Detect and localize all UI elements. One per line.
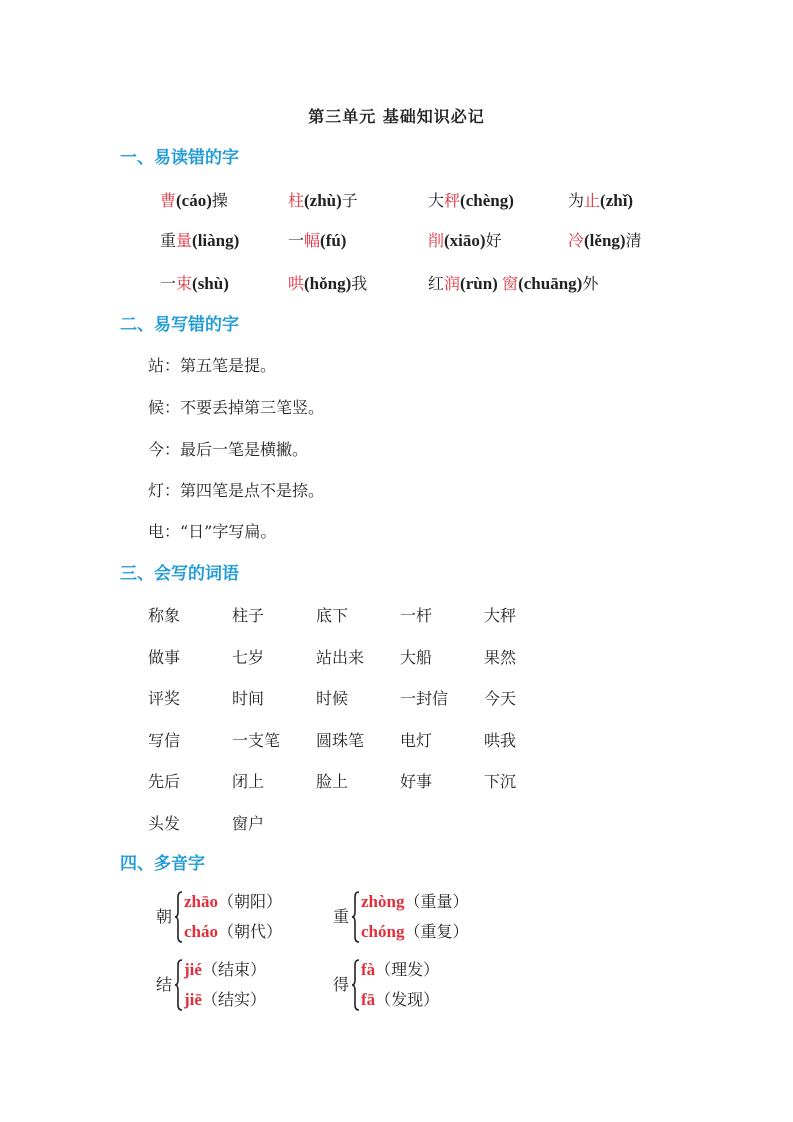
brace-icon: [352, 891, 360, 943]
pinyin: (shù): [192, 274, 229, 293]
misread-item: [428, 274, 598, 294]
pinyin: (rùn): [460, 274, 503, 293]
section-heading-4: 四、多音字: [120, 854, 205, 874]
word-item: 评奖: [148, 689, 181, 708]
stroke-note: 今：最后一笔是横撇。: [148, 440, 309, 459]
word-item: 哄我: [484, 731, 517, 750]
pinyin: jiē: [184, 990, 202, 1009]
polyphone-char: 结: [156, 975, 173, 994]
page-title: 第三单元 基础知识必记: [308, 107, 485, 126]
pinyin: fà: [361, 960, 376, 979]
pinyin: (chèng): [460, 191, 514, 210]
example-word: （重量）: [404, 892, 469, 911]
pinyin: zhāo: [184, 892, 218, 911]
character: 秤: [444, 191, 461, 210]
character: 窗: [502, 274, 519, 293]
pinyin: (chuāng): [518, 274, 583, 293]
section-heading-1: 一、易读错的字: [120, 148, 239, 168]
pinyin: chóng: [361, 922, 405, 941]
example-word: （发现）: [375, 990, 440, 1009]
word-item: 一封信: [400, 689, 449, 708]
pinyin: (xiāo): [444, 231, 486, 250]
word-item: 时候: [316, 689, 349, 708]
pinyin: (cáo): [176, 191, 212, 210]
misread-item: [568, 231, 642, 251]
reading: [361, 922, 468, 942]
pinyin: cháo: [184, 922, 218, 941]
word-item: 称象: [148, 606, 181, 625]
reading: [184, 960, 266, 980]
word-item: 一杆: [400, 606, 433, 625]
example-word: （理发）: [375, 960, 440, 979]
word-item: 好事: [400, 772, 433, 791]
character: 好: [485, 231, 502, 250]
word-item: 下沉: [484, 772, 517, 791]
reading: [361, 960, 439, 980]
reading: [361, 990, 439, 1010]
character: 曹: [160, 191, 177, 210]
character: 操: [211, 191, 228, 210]
word-item: 写信: [148, 731, 181, 750]
example-word: （朝阳）: [218, 892, 283, 911]
misread-item: [160, 191, 228, 211]
stroke-note: 候：不要丢掉第三笔竖。: [148, 398, 325, 417]
pinyin: (hǒng): [304, 274, 352, 293]
word-item: 果然: [484, 648, 517, 667]
word-item: 电灯: [400, 731, 433, 750]
word-item: 底下: [316, 606, 349, 625]
character: 子: [341, 191, 358, 210]
section-heading-2: 二、易写错的字: [120, 315, 239, 335]
character: 我: [351, 274, 368, 293]
section-heading-3: 三、会写的词语: [120, 564, 239, 584]
character: 红: [428, 274, 445, 293]
polyphone-char: 重: [333, 907, 350, 926]
word-item: 做事: [148, 648, 181, 667]
character: 冷: [568, 231, 585, 250]
pinyin: jié: [184, 960, 202, 979]
character: 幅: [304, 231, 321, 250]
character: 清: [625, 231, 642, 250]
misread-item: [428, 191, 514, 211]
brace-icon: [352, 959, 360, 1011]
character: 止: [584, 191, 601, 210]
example-word: （结束）: [201, 960, 266, 979]
misread-item: [160, 231, 239, 251]
character: 大: [428, 191, 445, 210]
word-item: 大秤: [484, 606, 517, 625]
word-item: 站出来: [316, 648, 365, 667]
misread-item: [160, 274, 229, 294]
example-word: （重复）: [404, 922, 469, 941]
pinyin: (liàng): [192, 231, 240, 250]
pinyin: (fú): [320, 231, 347, 250]
word-item: 一支笔: [232, 731, 281, 750]
word-item: 七岁: [232, 648, 265, 667]
character: 为: [568, 191, 585, 210]
character: 外: [582, 274, 599, 293]
polyphone-char: 朝: [156, 907, 173, 926]
pinyin: (zhǐ): [600, 191, 634, 210]
character: 束: [176, 274, 193, 293]
pinyin: (zhù): [304, 191, 342, 210]
word-item: 窗户: [232, 814, 265, 833]
character: 一: [160, 274, 177, 293]
reading: [184, 892, 282, 912]
brace-icon: [175, 959, 183, 1011]
character: 哄: [288, 274, 305, 293]
misread-item: [288, 191, 358, 211]
misread-item: [568, 191, 633, 211]
word-item: 头发: [148, 814, 181, 833]
word-item: 脸上: [316, 772, 349, 791]
word-item: 时间: [232, 689, 265, 708]
misread-item: [288, 231, 346, 251]
pinyin: (lěng): [584, 231, 626, 250]
word-item: 柱子: [232, 606, 265, 625]
character: 润: [444, 274, 461, 293]
stroke-note: 电：“日”字写扁。: [148, 522, 277, 541]
example-word: （结实）: [201, 990, 266, 1009]
character: 量: [176, 231, 193, 250]
character: 重: [160, 231, 177, 250]
example-word: （朝代）: [218, 922, 283, 941]
stroke-note: 灯：第四笔是点不是捺。: [148, 481, 325, 500]
pinyin: zhòng: [361, 892, 405, 911]
word-item: 大船: [400, 648, 433, 667]
word-item: 先后: [148, 772, 181, 791]
word-item: 今天: [484, 689, 517, 708]
stroke-note: 站：第五笔是提。: [148, 356, 277, 375]
reading: [184, 990, 266, 1010]
reading: [184, 922, 282, 942]
word-item: 圆珠笔: [316, 731, 365, 750]
brace-icon: [175, 891, 183, 943]
character: 削: [428, 231, 445, 250]
misread-item: [428, 231, 502, 251]
reading: [361, 892, 468, 912]
character: 柱: [288, 191, 305, 210]
character: 一: [288, 231, 305, 250]
misread-item: [288, 274, 367, 294]
word-item: 闭上: [232, 772, 265, 791]
pinyin: fā: [361, 990, 376, 1009]
polyphone-char: 得: [333, 975, 350, 994]
